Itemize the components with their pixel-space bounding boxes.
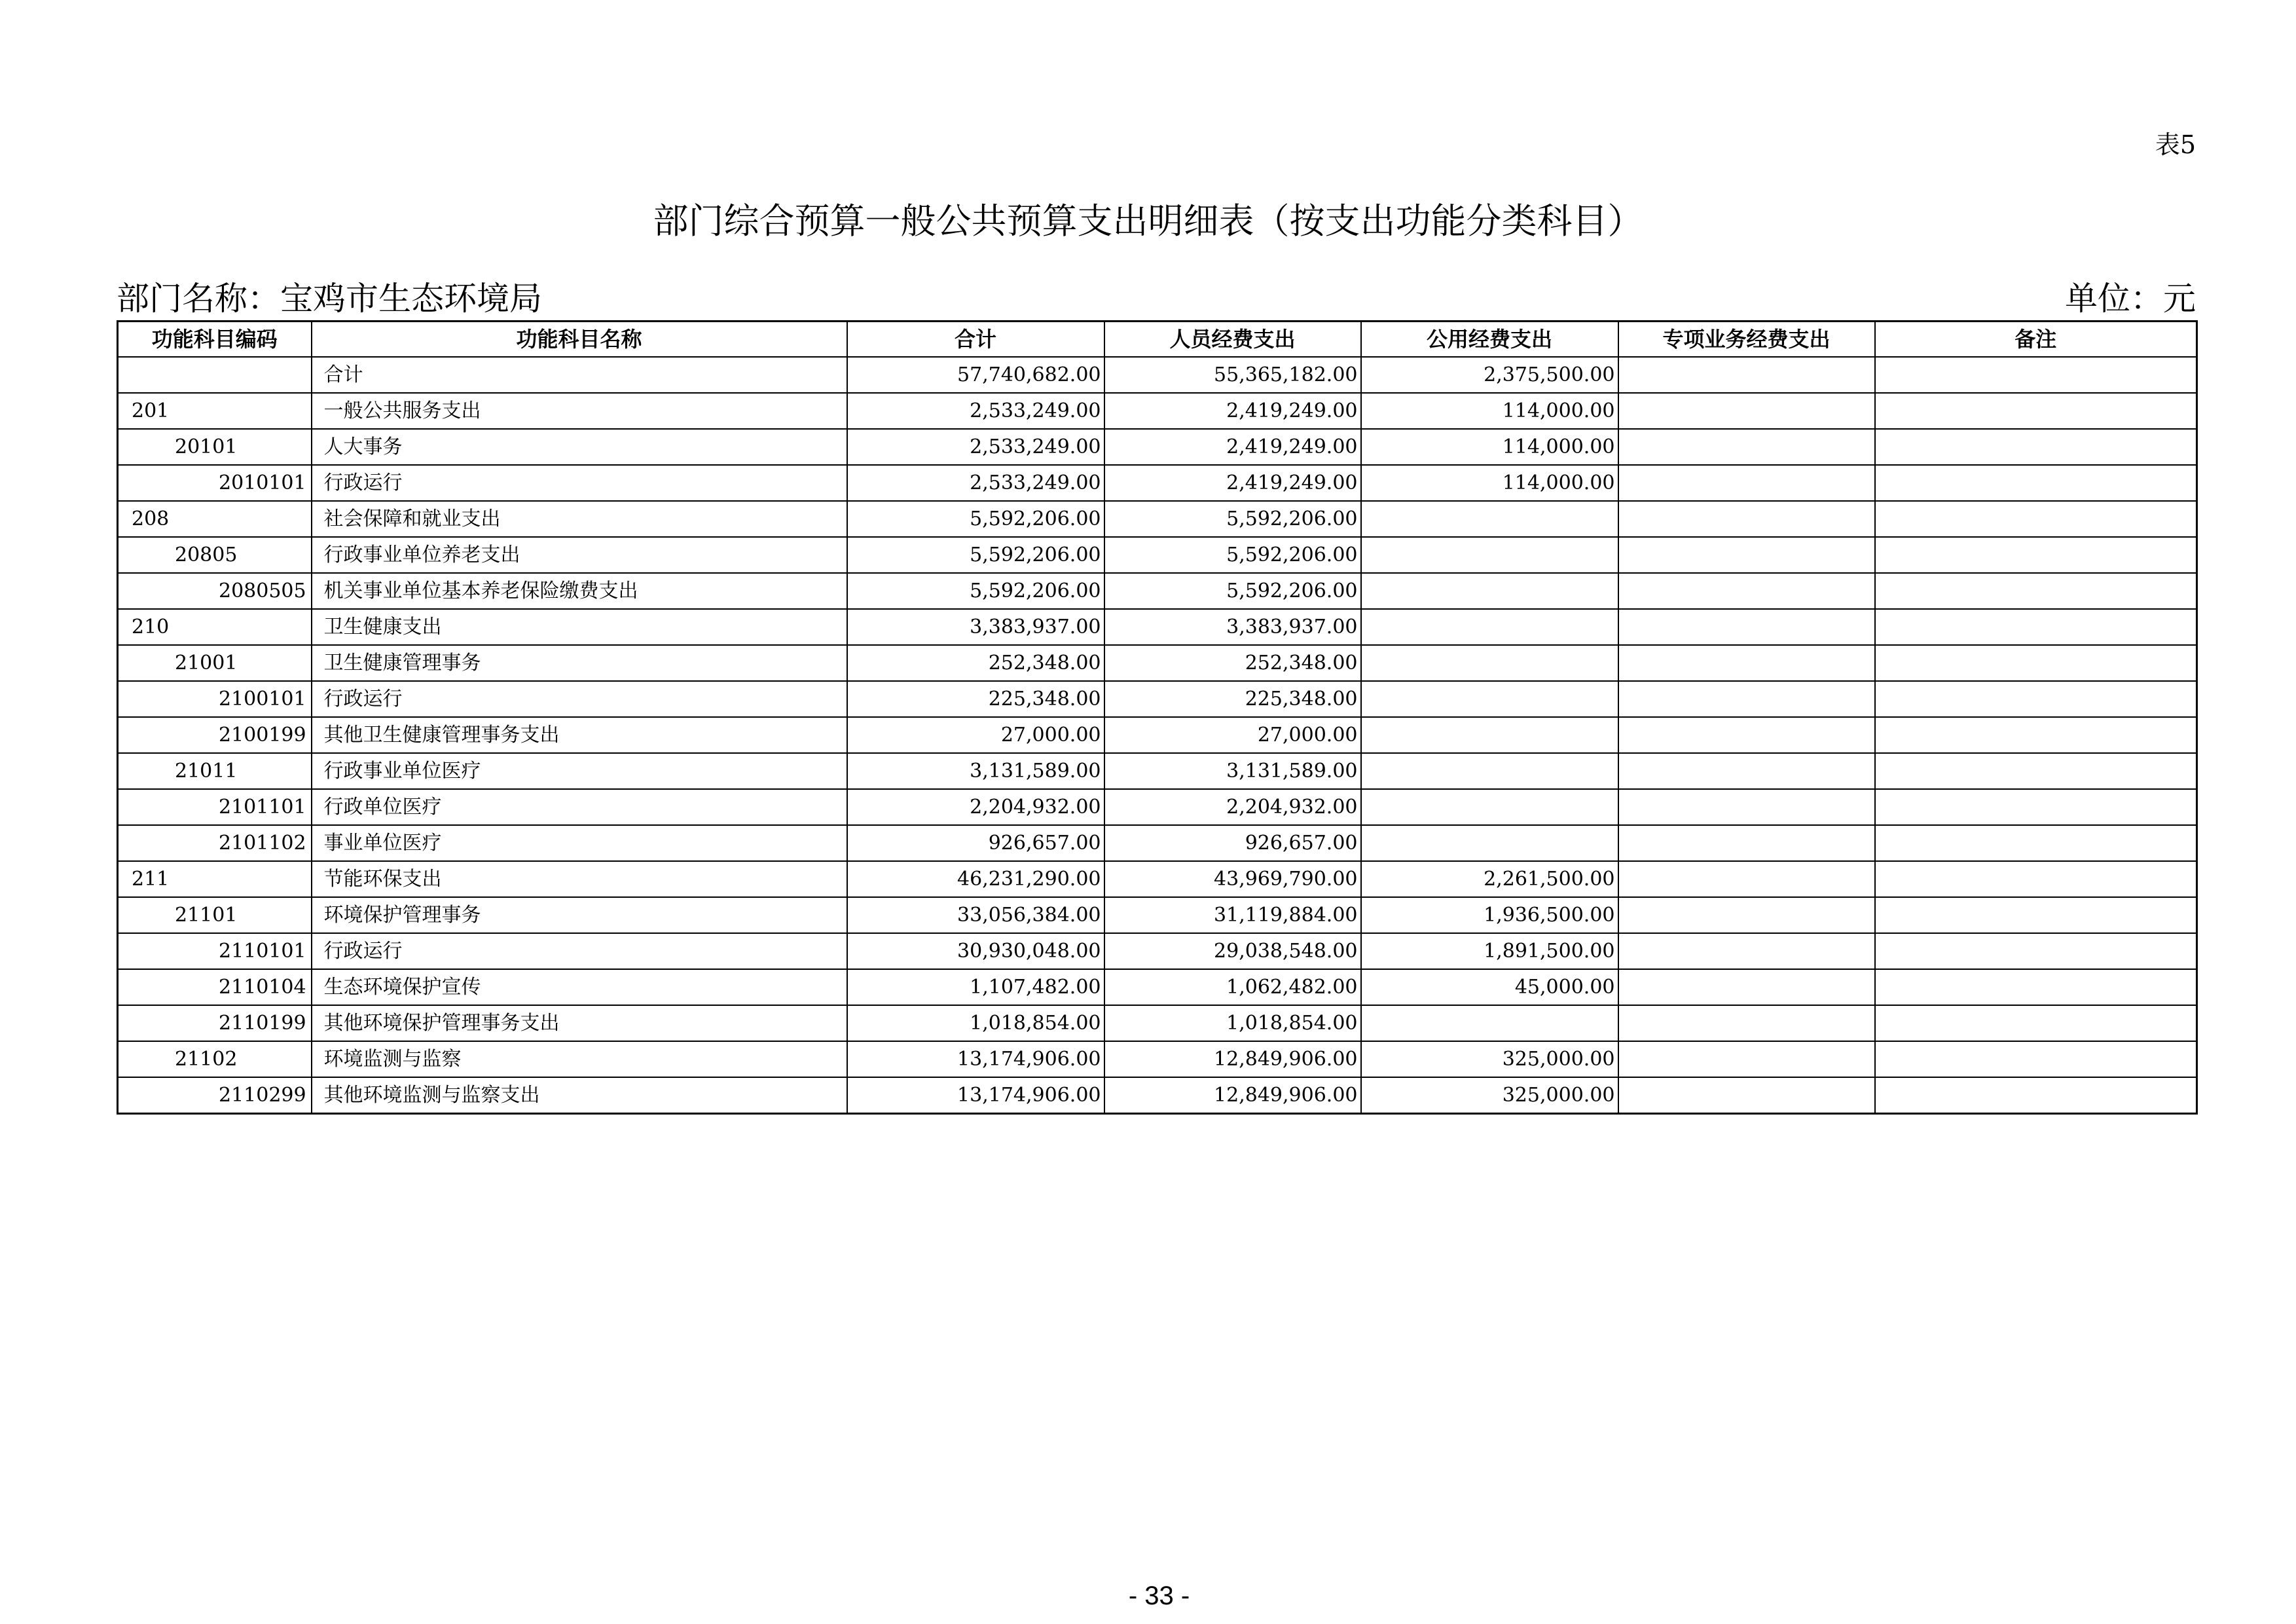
cell-personnel: 12,849,906.00 xyxy=(1104,1077,1361,1114)
cell-public xyxy=(1361,537,1618,573)
cell-public: 325,000.00 xyxy=(1361,1077,1618,1114)
cell-total: 30,930,048.00 xyxy=(847,933,1104,969)
table-header xyxy=(118,322,2197,358)
table-row xyxy=(118,1041,2197,1077)
table-row xyxy=(118,465,2197,501)
cell-note xyxy=(1875,537,2197,573)
cell-total: 46,231,290.00 xyxy=(847,861,1104,897)
table-row xyxy=(118,897,2197,933)
cell-public: 114,000.00 xyxy=(1361,465,1618,501)
cell-special xyxy=(1618,501,1875,537)
cell-total: 1,107,482.00 xyxy=(847,969,1104,1005)
currency-unit: 单位：元 xyxy=(2065,280,2196,318)
cell-special xyxy=(1618,1005,1875,1041)
cell-code: 2110101 xyxy=(118,933,312,969)
cell-note xyxy=(1875,969,2197,1005)
cell-special xyxy=(1618,825,1875,861)
cell-personnel: 12,849,906.00 xyxy=(1104,1041,1361,1077)
expenditure-table-container xyxy=(117,320,2198,1115)
cell-name: 机关事业单位基本养老保险缴费支出 xyxy=(312,573,847,609)
cell-name: 人大事务 xyxy=(312,429,847,465)
cell-special xyxy=(1618,717,1875,753)
cell-personnel: 1,018,854.00 xyxy=(1104,1005,1361,1041)
cell-special xyxy=(1618,573,1875,609)
cell-total: 1,018,854.00 xyxy=(847,1005,1104,1041)
cell-name: 行政运行 xyxy=(312,933,847,969)
cell-personnel: 43,969,790.00 xyxy=(1104,861,1361,897)
cell-note xyxy=(1875,897,2197,933)
table-row xyxy=(118,357,2197,393)
table-number: 表5 xyxy=(2155,130,2196,159)
cell-public xyxy=(1361,681,1618,717)
table-row xyxy=(118,789,2197,825)
cell-total: 3,383,937.00 xyxy=(847,609,1104,645)
cell-name: 其他卫生健康管理事务支出 xyxy=(312,717,847,753)
table-row xyxy=(118,393,2197,429)
cell-public xyxy=(1361,573,1618,609)
cell-code: 20805 xyxy=(118,537,312,573)
cell-public xyxy=(1361,753,1618,789)
cell-note xyxy=(1875,609,2197,645)
cell-note xyxy=(1875,1005,2197,1041)
cell-total: 33,056,384.00 xyxy=(847,897,1104,933)
cell-personnel: 3,383,937.00 xyxy=(1104,609,1361,645)
cell-personnel: 27,000.00 xyxy=(1104,717,1361,753)
cell-total: 252,348.00 xyxy=(847,645,1104,681)
cell-special xyxy=(1618,537,1875,573)
cell-name: 行政运行 xyxy=(312,465,847,501)
cell-note xyxy=(1875,429,2197,465)
table-row xyxy=(118,933,2197,969)
cell-note xyxy=(1875,573,2197,609)
cell-public xyxy=(1361,645,1618,681)
table-row xyxy=(118,861,2197,897)
cell-name: 行政运行 xyxy=(312,681,847,717)
cell-personnel: 29,038,548.00 xyxy=(1104,933,1361,969)
cell-personnel: 3,131,589.00 xyxy=(1104,753,1361,789)
cell-public: 114,000.00 xyxy=(1361,393,1618,429)
cell-total: 2,533,249.00 xyxy=(847,429,1104,465)
column-header-personnel: 人员经费支出 xyxy=(1104,322,1361,358)
table-row xyxy=(118,825,2197,861)
cell-total: 2,533,249.00 xyxy=(847,465,1104,501)
cell-personnel: 5,592,206.00 xyxy=(1104,501,1361,537)
cell-code: 21102 xyxy=(118,1041,312,1077)
cell-code: 2010101 xyxy=(118,465,312,501)
cell-total: 3,131,589.00 xyxy=(847,753,1104,789)
cell-special xyxy=(1618,1041,1875,1077)
cell-code: 2101101 xyxy=(118,789,312,825)
cell-total: 13,174,906.00 xyxy=(847,1077,1104,1114)
cell-special xyxy=(1618,357,1875,393)
table-row xyxy=(118,717,2197,753)
cell-total: 13,174,906.00 xyxy=(847,1041,1104,1077)
cell-name: 合计 xyxy=(312,357,847,393)
cell-public xyxy=(1361,825,1618,861)
cell-personnel: 2,419,249.00 xyxy=(1104,465,1361,501)
table-row xyxy=(118,537,2197,573)
cell-code: 2110199 xyxy=(118,1005,312,1041)
cell-note xyxy=(1875,357,2197,393)
cell-special xyxy=(1618,645,1875,681)
cell-special xyxy=(1618,429,1875,465)
table-row xyxy=(118,645,2197,681)
cell-note xyxy=(1875,465,2197,501)
cell-note xyxy=(1875,501,2197,537)
cell-public: 1,891,500.00 xyxy=(1361,933,1618,969)
column-header-code: 功能科目编码 xyxy=(118,322,312,358)
cell-code: 2110104 xyxy=(118,969,312,1005)
cell-code: 201 xyxy=(118,393,312,429)
cell-note xyxy=(1875,789,2197,825)
cell-name: 社会保障和就业支出 xyxy=(312,501,847,537)
cell-personnel: 252,348.00 xyxy=(1104,645,1361,681)
table-row xyxy=(118,681,2197,717)
cell-code: 210 xyxy=(118,609,312,645)
cell-name: 行政单位医疗 xyxy=(312,789,847,825)
table-row xyxy=(118,1005,2197,1041)
cell-special xyxy=(1618,465,1875,501)
cell-name: 生态环境保护宣传 xyxy=(312,969,847,1005)
column-header-name: 功能科目名称 xyxy=(312,322,847,358)
cell-public: 114,000.00 xyxy=(1361,429,1618,465)
cell-total: 5,592,206.00 xyxy=(847,573,1104,609)
cell-total: 225,348.00 xyxy=(847,681,1104,717)
cell-total: 5,592,206.00 xyxy=(847,501,1104,537)
cell-special xyxy=(1618,681,1875,717)
table-row xyxy=(118,501,2197,537)
cell-note xyxy=(1875,1041,2197,1077)
cell-code: 2100199 xyxy=(118,717,312,753)
cell-personnel: 31,119,884.00 xyxy=(1104,897,1361,933)
cell-name: 卫生健康支出 xyxy=(312,609,847,645)
cell-special xyxy=(1618,609,1875,645)
cell-public: 1,936,500.00 xyxy=(1361,897,1618,933)
table-row xyxy=(118,573,2197,609)
cell-code: 21001 xyxy=(118,645,312,681)
cell-code: 211 xyxy=(118,861,312,897)
cell-special xyxy=(1618,789,1875,825)
cell-code xyxy=(118,357,312,393)
column-header-note: 备注 xyxy=(1875,322,2197,358)
cell-code: 2080505 xyxy=(118,573,312,609)
cell-personnel: 5,592,206.00 xyxy=(1104,537,1361,573)
table-row xyxy=(118,969,2197,1005)
cell-personnel: 225,348.00 xyxy=(1104,681,1361,717)
cell-public xyxy=(1361,789,1618,825)
cell-code: 2110299 xyxy=(118,1077,312,1114)
cell-special xyxy=(1618,933,1875,969)
table-row xyxy=(118,753,2197,789)
cell-name: 行政事业单位养老支出 xyxy=(312,537,847,573)
cell-public xyxy=(1361,1005,1618,1041)
cell-name: 其他环境监测与监察支出 xyxy=(312,1077,847,1114)
page-title: 部门综合预算一般公共预算支出明细表（按支出功能分类科目） xyxy=(653,200,1643,242)
cell-code: 21011 xyxy=(118,753,312,789)
cell-public xyxy=(1361,717,1618,753)
cell-name: 其他环境保护管理事务支出 xyxy=(312,1005,847,1041)
cell-personnel: 55,365,182.00 xyxy=(1104,357,1361,393)
cell-public xyxy=(1361,609,1618,645)
cell-note xyxy=(1875,645,2197,681)
cell-note xyxy=(1875,825,2197,861)
cell-total: 57,740,682.00 xyxy=(847,357,1104,393)
cell-note xyxy=(1875,753,2197,789)
cell-total: 2,204,932.00 xyxy=(847,789,1104,825)
table-body xyxy=(118,357,2197,1114)
cell-public: 325,000.00 xyxy=(1361,1041,1618,1077)
header-row xyxy=(118,322,2197,358)
cell-special xyxy=(1618,897,1875,933)
cell-code: 20101 xyxy=(118,429,312,465)
cell-note xyxy=(1875,861,2197,897)
table-row xyxy=(118,609,2197,645)
cell-name: 环境保护管理事务 xyxy=(312,897,847,933)
cell-personnel: 926,657.00 xyxy=(1104,825,1361,861)
expenditure-table xyxy=(117,320,2198,1115)
cell-personnel: 5,592,206.00 xyxy=(1104,573,1361,609)
table-row xyxy=(118,429,2197,465)
table-row xyxy=(118,1077,2197,1114)
column-header-total: 合计 xyxy=(847,322,1104,358)
cell-name: 事业单位医疗 xyxy=(312,825,847,861)
department-name: 部门名称：宝鸡市生态环境局 xyxy=(117,280,542,318)
cell-personnel: 2,419,249.00 xyxy=(1104,429,1361,465)
cell-code: 21101 xyxy=(118,897,312,933)
cell-note xyxy=(1875,1077,2197,1114)
cell-total: 2,533,249.00 xyxy=(847,393,1104,429)
cell-name: 节能环保支出 xyxy=(312,861,847,897)
cell-public xyxy=(1361,501,1618,537)
cell-code: 2101102 xyxy=(118,825,312,861)
cell-code: 2100101 xyxy=(118,681,312,717)
cell-total: 5,592,206.00 xyxy=(847,537,1104,573)
cell-total: 926,657.00 xyxy=(847,825,1104,861)
page-number: - 33 - xyxy=(1128,1581,1190,1610)
cell-special xyxy=(1618,969,1875,1005)
cell-special xyxy=(1618,1077,1875,1114)
cell-name: 卫生健康管理事务 xyxy=(312,645,847,681)
cell-note xyxy=(1875,933,2197,969)
cell-note xyxy=(1875,681,2197,717)
column-header-special: 专项业务经费支出 xyxy=(1618,322,1875,358)
cell-name: 行政事业单位医疗 xyxy=(312,753,847,789)
cell-special xyxy=(1618,861,1875,897)
cell-special xyxy=(1618,753,1875,789)
cell-total: 27,000.00 xyxy=(847,717,1104,753)
cell-note xyxy=(1875,717,2197,753)
cell-personnel: 2,204,932.00 xyxy=(1104,789,1361,825)
cell-note xyxy=(1875,393,2197,429)
cell-code: 208 xyxy=(118,501,312,537)
cell-personnel: 2,419,249.00 xyxy=(1104,393,1361,429)
cell-personnel: 1,062,482.00 xyxy=(1104,969,1361,1005)
column-header-public: 公用经费支出 xyxy=(1361,322,1618,358)
cell-public: 2,261,500.00 xyxy=(1361,861,1618,897)
cell-name: 一般公共服务支出 xyxy=(312,393,847,429)
cell-public: 45,000.00 xyxy=(1361,969,1618,1005)
cell-public: 2,375,500.00 xyxy=(1361,357,1618,393)
cell-special xyxy=(1618,393,1875,429)
cell-name: 环境监测与监察 xyxy=(312,1041,847,1077)
